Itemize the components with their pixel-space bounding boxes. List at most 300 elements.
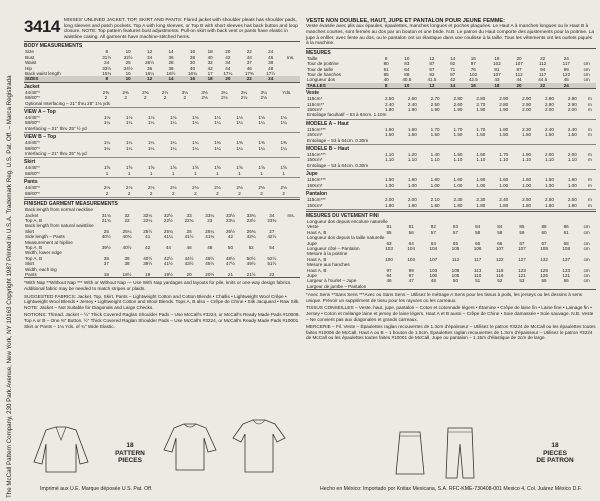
row-value: 41 bbox=[145, 234, 151, 240]
row-value: 94 bbox=[386, 272, 392, 278]
row-value: cm bbox=[583, 77, 590, 83]
row-value: 22 bbox=[540, 55, 546, 61]
row-value: 100 bbox=[385, 256, 393, 262]
row-value: 42 bbox=[227, 234, 234, 240]
row-value: Ins. bbox=[287, 212, 295, 218]
row-value: 2⅛ bbox=[170, 185, 177, 191]
row-value: 1 bbox=[171, 170, 175, 176]
table-row bbox=[306, 203, 596, 208]
row-label: 58/60"* bbox=[25, 120, 40, 126]
row-value: 112 bbox=[539, 61, 547, 67]
row-label: Side length – Pants bbox=[25, 234, 65, 240]
table-row bbox=[24, 151, 300, 156]
row-value: 21½ bbox=[246, 271, 256, 277]
row-value: 1¼ bbox=[148, 145, 155, 151]
row-value: 28 bbox=[168, 60, 174, 66]
skirt-table bbox=[24, 165, 300, 176]
row-value: 117 bbox=[473, 256, 482, 262]
row-value: 2⅛ bbox=[125, 185, 133, 191]
row-value: 1⅛ bbox=[170, 115, 177, 121]
row-value: 107 bbox=[429, 256, 438, 262]
row-value: 1.60 bbox=[476, 152, 486, 158]
table-row bbox=[306, 183, 596, 188]
row-value: m bbox=[587, 107, 592, 113]
row-value: 16 bbox=[461, 83, 486, 88]
row-value: 64 bbox=[404, 66, 410, 72]
row-value: 41.5 bbox=[427, 77, 437, 83]
row-value: cm bbox=[583, 72, 590, 77]
row-value: 41½ bbox=[163, 261, 173, 267]
row-value: 1¼ bbox=[103, 120, 111, 126]
row-value: 1.90 bbox=[430, 107, 440, 113]
row-value: 25½ bbox=[143, 228, 153, 234]
skirt-yardage bbox=[24, 159, 300, 178]
row-value: 63 bbox=[386, 240, 392, 246]
row-label: Haut A, B bbox=[307, 256, 327, 262]
topa-yardage bbox=[24, 109, 300, 133]
row-value: cm bbox=[583, 278, 590, 284]
row-value: 39½ bbox=[143, 261, 153, 267]
row-value: 39 bbox=[268, 60, 274, 66]
row-value: 2 bbox=[144, 95, 147, 101]
row-value: 80 bbox=[383, 61, 389, 67]
row-value: 37 bbox=[103, 261, 109, 267]
row-value: 10 bbox=[404, 55, 410, 61]
english-header bbox=[24, 18, 300, 40]
row-value: 66 bbox=[497, 240, 503, 246]
row-value: cm bbox=[583, 256, 590, 262]
row-value: 85 bbox=[383, 72, 389, 77]
row-value: 2.80 bbox=[499, 101, 509, 107]
row-value: 1¼ bbox=[170, 120, 177, 126]
row-value: 18½ bbox=[122, 271, 132, 277]
row-value: 22 bbox=[239, 76, 260, 81]
row-value: 1.60 bbox=[384, 126, 394, 132]
row-value: 22 bbox=[530, 83, 555, 88]
row-value: m bbox=[587, 132, 592, 138]
sens-note: *Avec Sens **Sans Sens ***Avec ou Sans Sens – Utilisez le métrage A Sens pour les tissus à poils, les jerseys ou les dessins à sens unique. Prévoir un supplément de tissu pour les rayures ou les carreaux. bbox=[306, 292, 583, 303]
row-value: 2.40 bbox=[499, 197, 509, 203]
row-value: 1.10 bbox=[476, 157, 486, 163]
row-value: 43 bbox=[494, 77, 500, 83]
row-value: 1¼ bbox=[125, 120, 133, 126]
row-value: 22¾ bbox=[184, 217, 194, 223]
notions: NOTIONS: Thread. Jacket – ½" Thick Covered Raglan Shoulder Pads – Use McCall's #3224, or McCall's Ready Made Pads #10008. Top A or B – One ⅜" Button. ½" Thick Covered Raglan Shoulder Pads – Use McCall's #3224, or McCall's Ready Made Pads #10001. Skirt or Pants – 1⅛ Yds. of ¾" Wide Elastic. bbox=[24, 312, 300, 329]
table-row bbox=[24, 76, 300, 81]
row-value: 2.90 bbox=[567, 96, 577, 102]
row-value: 1.70 bbox=[453, 126, 463, 132]
row-value: 20 bbox=[516, 55, 522, 61]
row-value: 50 bbox=[227, 244, 234, 250]
mesures-fini bbox=[306, 211, 596, 290]
row-value: 14 bbox=[160, 76, 181, 81]
row-value: 38 bbox=[189, 54, 196, 60]
row-value: 44 bbox=[516, 77, 522, 83]
table-row bbox=[24, 272, 300, 277]
row-value: 1¼ bbox=[214, 120, 221, 126]
row-value: 42 bbox=[225, 54, 231, 60]
top-b-flat-drawing bbox=[225, 416, 295, 481]
row-label: Longueur dos depuis la taille naturelle bbox=[307, 235, 385, 241]
topb-yardage bbox=[24, 134, 300, 158]
row-value: 103 bbox=[429, 267, 438, 273]
row-value: 1¼ bbox=[103, 145, 111, 151]
row-value: 104 bbox=[429, 245, 438, 251]
row-value: 60 bbox=[541, 229, 547, 235]
row-value: 39½ bbox=[101, 244, 111, 250]
row-value: 17 bbox=[207, 71, 213, 76]
suggested-fabrics: SUGGESTED FABRICS: Jacket, Top, Skirt, Pants – Lightweight Cotton and Cotton Blends • Challis • Lightweight Wool Crêpe • Lightweight Wool Blends • Jersey • Lightweight Cotton and Wool Blends. Tops A, B also – Crêpe de Chine • Silk Jacquard • Raw Silk. NOTE: Jacket – Not Suitable for Diagonals and Large Checks. bbox=[24, 293, 300, 310]
row-value: 1.00 bbox=[384, 182, 394, 188]
row-value: 26¼ bbox=[205, 228, 215, 234]
row-value: 25 bbox=[103, 228, 109, 234]
row-label: Top A, B bbox=[25, 244, 43, 250]
table-row bbox=[306, 83, 596, 88]
row-value: 53 bbox=[519, 278, 525, 284]
row-label: Interfacing – 21" thru 25" ⅜ yd bbox=[25, 151, 87, 157]
row-value: 1⅝ bbox=[258, 165, 265, 171]
row-value: 1⅝ bbox=[280, 165, 287, 171]
row-label: Largeur de jambe – Pantalon bbox=[307, 283, 367, 289]
row-value: 2.60 bbox=[453, 101, 463, 107]
row-value: 127 bbox=[518, 256, 526, 262]
row-value: 41¾ bbox=[205, 234, 215, 240]
row-value: 1.00 bbox=[476, 182, 486, 188]
row-value: m bbox=[587, 177, 592, 183]
row-value: 56 bbox=[408, 229, 414, 235]
row-value: 1.50 bbox=[430, 132, 440, 138]
row-value: 54 bbox=[269, 244, 275, 250]
row-label: Jacket bbox=[25, 212, 39, 218]
row-value: 107 bbox=[493, 72, 501, 77]
row-value: 1¼ bbox=[280, 145, 287, 151]
row-value: 22 bbox=[246, 49, 252, 55]
row-value: 16¼ bbox=[145, 71, 155, 76]
row-value: 1.80 bbox=[430, 202, 440, 208]
row-value: 112 bbox=[451, 256, 460, 262]
row-value: 36 bbox=[147, 65, 153, 71]
footer-right: Hecho en México: Importado por Knitax Mexicana, S.A. RFC-KME-730408-001 Mexico 4, Col. Juárez México D.F. bbox=[320, 486, 582, 492]
row-value: Ins. bbox=[287, 54, 295, 60]
row-value: 12 bbox=[419, 83, 444, 88]
row-value: 51½ bbox=[267, 261, 277, 267]
row-label: 44/45"* bbox=[25, 185, 40, 191]
row-value: 1 bbox=[194, 170, 197, 176]
row-value: 1.70 bbox=[476, 126, 486, 132]
row-value: 1.80 bbox=[384, 107, 394, 113]
row-value: 3⅛ bbox=[181, 89, 188, 95]
body-measurements-table bbox=[24, 41, 300, 82]
row-value: 121 bbox=[518, 272, 526, 278]
row-value: 86 bbox=[563, 224, 569, 230]
row-value: 137 bbox=[562, 256, 571, 262]
row-value: 1.50 bbox=[476, 132, 486, 138]
row-value: 1.00 bbox=[430, 182, 440, 188]
row-value: 1.80 bbox=[522, 202, 532, 208]
row-value: 12 bbox=[139, 76, 160, 81]
row-value: 107 bbox=[495, 245, 504, 251]
row-value: 41¼ bbox=[163, 234, 173, 240]
row-label: 58/60"* bbox=[25, 170, 40, 176]
row-value: 1.80 bbox=[499, 126, 509, 132]
row-value: 1⅛ bbox=[280, 115, 287, 121]
row-value: 1.60 bbox=[567, 177, 577, 183]
row-value: 31½ bbox=[102, 54, 112, 60]
row-label: Entoilage – 53 à 64cm. 0.30m bbox=[307, 162, 369, 168]
modele-b-table bbox=[306, 152, 596, 168]
row-value: 50½ bbox=[246, 255, 256, 261]
row-value: 2 bbox=[216, 190, 219, 196]
row-value: 21 bbox=[227, 271, 234, 277]
row-value: 20½ bbox=[205, 271, 215, 277]
row-value: 16 bbox=[470, 55, 476, 61]
row-value: m bbox=[587, 152, 592, 158]
row-value: 23¾ bbox=[267, 217, 277, 223]
table-row bbox=[306, 138, 596, 143]
row-value: 1.60 bbox=[453, 177, 463, 183]
row-value: 2⅜ bbox=[122, 89, 129, 95]
row-value: 76 bbox=[470, 66, 476, 72]
pieces-de-patron bbox=[520, 442, 590, 465]
row-value: 2⅜ bbox=[102, 89, 110, 95]
row-value: 12 bbox=[429, 55, 435, 61]
row-value: 20 bbox=[186, 271, 192, 277]
row-value: 132 bbox=[540, 256, 548, 262]
row-label: Jupe bbox=[307, 240, 317, 246]
modele-a-metrage bbox=[306, 121, 596, 145]
row-value: 2.60 bbox=[407, 96, 417, 102]
row-value: 105 bbox=[451, 272, 460, 278]
row-value: 1.10 bbox=[430, 157, 440, 163]
row-value: 26¾ bbox=[246, 228, 256, 234]
row-value: 2 bbox=[124, 95, 127, 101]
row-value: 12 bbox=[147, 49, 153, 55]
row-value: 58 bbox=[475, 229, 481, 235]
row-value: 83 bbox=[452, 224, 459, 230]
row-value: 23 bbox=[207, 217, 213, 223]
row-value: 117 bbox=[562, 61, 570, 67]
french-title: VESTE NON DOUBLEE, HAUT, JUPE ET PANTALON POUR JEUNE FEMME: bbox=[306, 18, 506, 24]
row-label: 115cm*** bbox=[307, 177, 326, 183]
row-value: 2.80 bbox=[453, 96, 463, 102]
row-value: 67 bbox=[541, 240, 547, 246]
row-value: 67 bbox=[519, 240, 525, 246]
row-value: 1.60 bbox=[499, 177, 509, 183]
skirt-flat-drawing bbox=[390, 428, 430, 478]
row-value: 10 bbox=[394, 83, 419, 88]
row-value: 1.90 bbox=[407, 107, 417, 113]
row-value: 1.90 bbox=[453, 107, 463, 113]
row-value: 1.80 bbox=[567, 202, 577, 208]
row-value: 1 bbox=[216, 170, 219, 176]
row-value: 1¼ bbox=[148, 140, 155, 146]
row-value: 3¼ bbox=[221, 89, 228, 95]
row-value: 2.50 bbox=[567, 197, 577, 203]
row-value: 1⅛ bbox=[103, 115, 111, 121]
table-row bbox=[306, 284, 596, 289]
row-value: 1.60 bbox=[544, 177, 554, 183]
row-value: 2⅛ bbox=[214, 185, 221, 191]
row-value: 1⅛ bbox=[214, 115, 221, 121]
row-value: 117 bbox=[539, 72, 547, 77]
row-value: 2.50 bbox=[384, 96, 394, 102]
row-value: 122 bbox=[495, 256, 504, 262]
row-value: 2.90 bbox=[499, 96, 509, 102]
row-value: 48 bbox=[207, 244, 213, 250]
row-value: 40½ bbox=[122, 244, 132, 250]
row-value: 1⅝ bbox=[103, 165, 111, 171]
row-value: 2⅛ bbox=[201, 95, 208, 101]
row-value: 45½ bbox=[205, 261, 215, 267]
row-value: 1.10 bbox=[453, 157, 463, 163]
row-value: 32½ bbox=[123, 54, 133, 60]
row-value: 37 bbox=[246, 60, 252, 66]
row-value: 2.90 bbox=[522, 101, 532, 107]
row-value: 2⅛ bbox=[260, 95, 267, 101]
row-value: 10 bbox=[117, 76, 138, 81]
row-label: Entoilage – 53 à 64cm. 0.30m bbox=[307, 137, 369, 143]
row-value: 123 bbox=[518, 267, 526, 273]
row-value: 1.10 bbox=[522, 157, 532, 163]
row-label: 58/60"* bbox=[25, 190, 40, 196]
row-value: 2⅜ bbox=[142, 89, 149, 95]
row-value bbox=[295, 171, 300, 176]
row-value: 2⅛ bbox=[258, 185, 265, 191]
row-value: 16½ bbox=[166, 71, 176, 76]
row-value: 2.80 bbox=[476, 96, 486, 102]
row-value: cm bbox=[583, 229, 590, 235]
row-label: Width, each leg bbox=[25, 266, 57, 272]
row-value: 40.5 bbox=[402, 77, 412, 83]
row-value: 1⅝ bbox=[192, 165, 199, 171]
row-value: 43½ bbox=[184, 261, 194, 267]
row-value: 2 bbox=[163, 95, 167, 101]
row-value: 55 bbox=[386, 229, 392, 235]
table-row bbox=[24, 191, 300, 196]
row-value: 1⅛ bbox=[192, 115, 199, 121]
row-value: 108 bbox=[562, 245, 571, 251]
row-label: Skirt bbox=[25, 228, 35, 234]
row-value: 14 bbox=[444, 83, 460, 88]
row-value: 25¾ bbox=[163, 228, 173, 234]
row-value: 1⅝ bbox=[214, 165, 221, 171]
row-label: 115cm*** bbox=[307, 152, 326, 158]
row-value: 1.50 bbox=[453, 152, 463, 158]
row-value: 2⅛ bbox=[148, 185, 155, 191]
row-value: 2⅛ bbox=[221, 95, 228, 101]
row-value bbox=[282, 272, 300, 277]
row-value: 1.80 bbox=[384, 202, 394, 208]
row-value: 18 bbox=[486, 83, 508, 88]
row-value: 40½ bbox=[101, 234, 111, 240]
french-description: Veste évasée avec plis aux épaules, épaulettes, manches longues et poches plaquées. Le Haut A à manches longues ou le Haut B à manches courtes, sont fermés au dos par un bouton et une bride. N.B. Le patron du Haut comporte des ajustements pour la poitrine. La jupe à enfiler, avec fente au dos, ou le pantalon ont un élastique dans une coulisse à la taille. Tous les vêtements ont les ourlets piqués à la machine. bbox=[306, 24, 594, 47]
row-value: 50 bbox=[452, 278, 459, 284]
row-label: Top A, B bbox=[25, 217, 43, 223]
row-value: 122 bbox=[562, 72, 571, 77]
row-value: 52 bbox=[248, 244, 254, 250]
row-value: 113 bbox=[473, 267, 482, 273]
jupe-heading: Jupe bbox=[306, 171, 318, 178]
row-value: 33¾ bbox=[246, 212, 256, 218]
row-value: 99 bbox=[408, 267, 414, 273]
row-value: 1¼ bbox=[258, 120, 265, 126]
row-label: 150cm* bbox=[307, 132, 323, 138]
table-row bbox=[306, 112, 596, 117]
row-value: 20 bbox=[508, 83, 530, 88]
row-value: 10 bbox=[125, 49, 131, 55]
row-value: 51 bbox=[475, 278, 481, 284]
row-value: 46 bbox=[386, 278, 392, 284]
row-label: 115cm* bbox=[307, 96, 323, 102]
row-value: 32½ bbox=[163, 212, 173, 218]
row-value: 1.50 bbox=[407, 132, 417, 138]
row-value: 46½ bbox=[205, 255, 215, 261]
row-value: 1¼ bbox=[236, 120, 243, 126]
row-value: 2⅛ bbox=[236, 185, 243, 191]
row-value: 103 bbox=[385, 245, 393, 251]
row-value: 34½ bbox=[123, 65, 133, 71]
row-value: 1⅝ bbox=[148, 165, 155, 171]
row-value: 57 bbox=[430, 229, 436, 235]
row-value: 48 bbox=[430, 278, 436, 284]
finished-heading: FINISHED GARMENT MEASUREMENTS bbox=[24, 201, 118, 208]
row-value: 131 bbox=[562, 272, 571, 278]
row-value: 97 bbox=[450, 72, 456, 77]
row-value: 1¼ bbox=[258, 145, 265, 151]
row-value: 2.70 bbox=[476, 101, 486, 107]
row-label: 150cm* bbox=[307, 202, 323, 208]
row-value: 1¼ bbox=[236, 145, 243, 151]
veste-heading: Veste bbox=[306, 90, 320, 97]
row-label: SIZES bbox=[24, 76, 96, 81]
row-value: 82 bbox=[430, 224, 436, 230]
row-value: 1.80 bbox=[544, 202, 554, 208]
row-value: cm bbox=[583, 66, 590, 72]
finished-measurements bbox=[24, 199, 300, 278]
pantalon-metrage bbox=[306, 191, 596, 210]
row-value: 1⅛ bbox=[148, 115, 155, 121]
english-description: MISSES' UNLINED JACKET, TOP, SKIRT AND PANTS: Flared jacket with shoulder pleats has shoulder pads, long sleeves and patch pockets. Top A with long sleeves, or Top B with short sleeves has back button and loop closure. NOTE: Top pattern features bust adjustments. Pull-on skirt with back vent or pants have elastic in waistline casing. All garments have machine-stitched hems. bbox=[63, 18, 298, 40]
row-value: 19 bbox=[145, 271, 151, 277]
row-value: 1⅜ bbox=[280, 140, 287, 146]
row-label: 115cm*** bbox=[307, 126, 326, 132]
row-value: 17⅜ bbox=[244, 71, 254, 76]
row-value: 19½ bbox=[163, 271, 173, 277]
row-value: 87 bbox=[429, 61, 435, 67]
finished-table bbox=[24, 207, 300, 277]
row-value: 42.5 bbox=[468, 77, 478, 83]
row-value: 81 bbox=[494, 66, 500, 72]
row-value: 1¼ bbox=[103, 140, 111, 146]
row-value: 33 bbox=[186, 212, 192, 218]
row-value: 1¼ bbox=[192, 140, 199, 146]
row-value: 2 bbox=[149, 190, 153, 196]
row-label: Tour de taille bbox=[307, 66, 334, 72]
jacket-flat-drawing bbox=[26, 422, 96, 477]
row-value: m bbox=[587, 101, 592, 107]
row-label: Bust bbox=[25, 54, 35, 60]
row-value: 44 bbox=[246, 54, 252, 60]
row-label: Pants bbox=[25, 271, 37, 277]
row-value: 2.10 bbox=[430, 197, 440, 203]
row-value: 2 bbox=[194, 190, 197, 196]
row-value: 1.40 bbox=[430, 152, 440, 158]
row-value: 1.00 bbox=[407, 182, 417, 188]
row-value: 102 bbox=[469, 72, 478, 77]
row-value: 23½ bbox=[246, 217, 256, 223]
row-value: 128 bbox=[540, 267, 548, 273]
row-value: 1.50 bbox=[453, 132, 463, 138]
